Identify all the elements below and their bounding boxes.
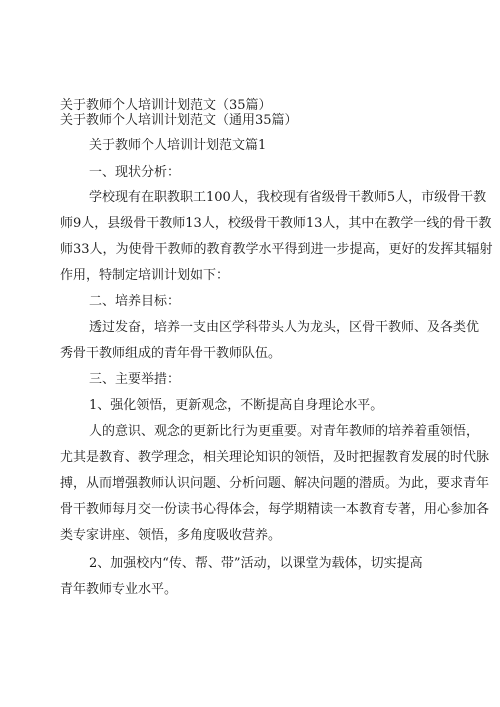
paragraph-line: 类专家讲座、领悟，多角度吸收营养。 bbox=[60, 528, 282, 543]
heading-main-measures: 三、主要举措： bbox=[89, 372, 181, 387]
list-item-2: 2、加强校内“传、帮、带”活动，以课堂为载体，切实提高 bbox=[89, 556, 423, 571]
doc-title: 关于教师个人培训计划范文（35篇） bbox=[60, 98, 272, 113]
heading-training-goal: 二、培养目标： bbox=[89, 294, 181, 309]
paragraph-line: 透过发奋，培养一支由区学科带头人为龙头，区骨干教师、及各类优 bbox=[89, 320, 480, 335]
heading-status-analysis: 一、现状分析： bbox=[89, 165, 181, 180]
doc-subtitle: 关于教师个人培训计划范文（通用35篇） bbox=[60, 113, 298, 128]
paragraph-line: 学校现有在职教职工100人，我校现有省级骨干教师5人，市级骨干教 bbox=[89, 190, 487, 205]
paragraph-line: 人的意识、观念的更新比行为更重要。对青年教师的培养着重领悟， bbox=[89, 424, 480, 439]
paragraph-line: 搏，从而增强教师认识问题、分析问题、解决问题的潜质。为此，要求青年 bbox=[60, 476, 490, 491]
list-item-1: 1、强化领悟，更新观念，不断提高自身理论水平。 bbox=[89, 398, 384, 413]
section-title: 关于教师个人培训计划范文篇1 bbox=[89, 138, 267, 153]
paragraph-line: 骨干教师每月交一份读书心得体会，每学期精读一本教育专著，用心参加各 bbox=[60, 502, 490, 517]
paragraph-line: 师33人，为使骨干教师的教育教学水平得到进一步提高，更好的发挥其辐射 bbox=[60, 242, 493, 257]
paragraph-line: 尤其是教育、教学理念，相关理论知识的领悟，及时把握教育发展的时代脉 bbox=[60, 450, 490, 465]
paragraph-line: 作用，特制定培训计划如下： bbox=[60, 268, 230, 283]
paragraph-line: 师9人，县级骨干教师13人，校级骨干教师13人，其中在教学一线的骨干教 bbox=[60, 216, 492, 231]
paragraph-line: 秀骨干教师组成的青年骨干教师队伍。 bbox=[60, 346, 282, 361]
list-item-2-continuation: 青年教师专业水平。 bbox=[60, 582, 178, 597]
